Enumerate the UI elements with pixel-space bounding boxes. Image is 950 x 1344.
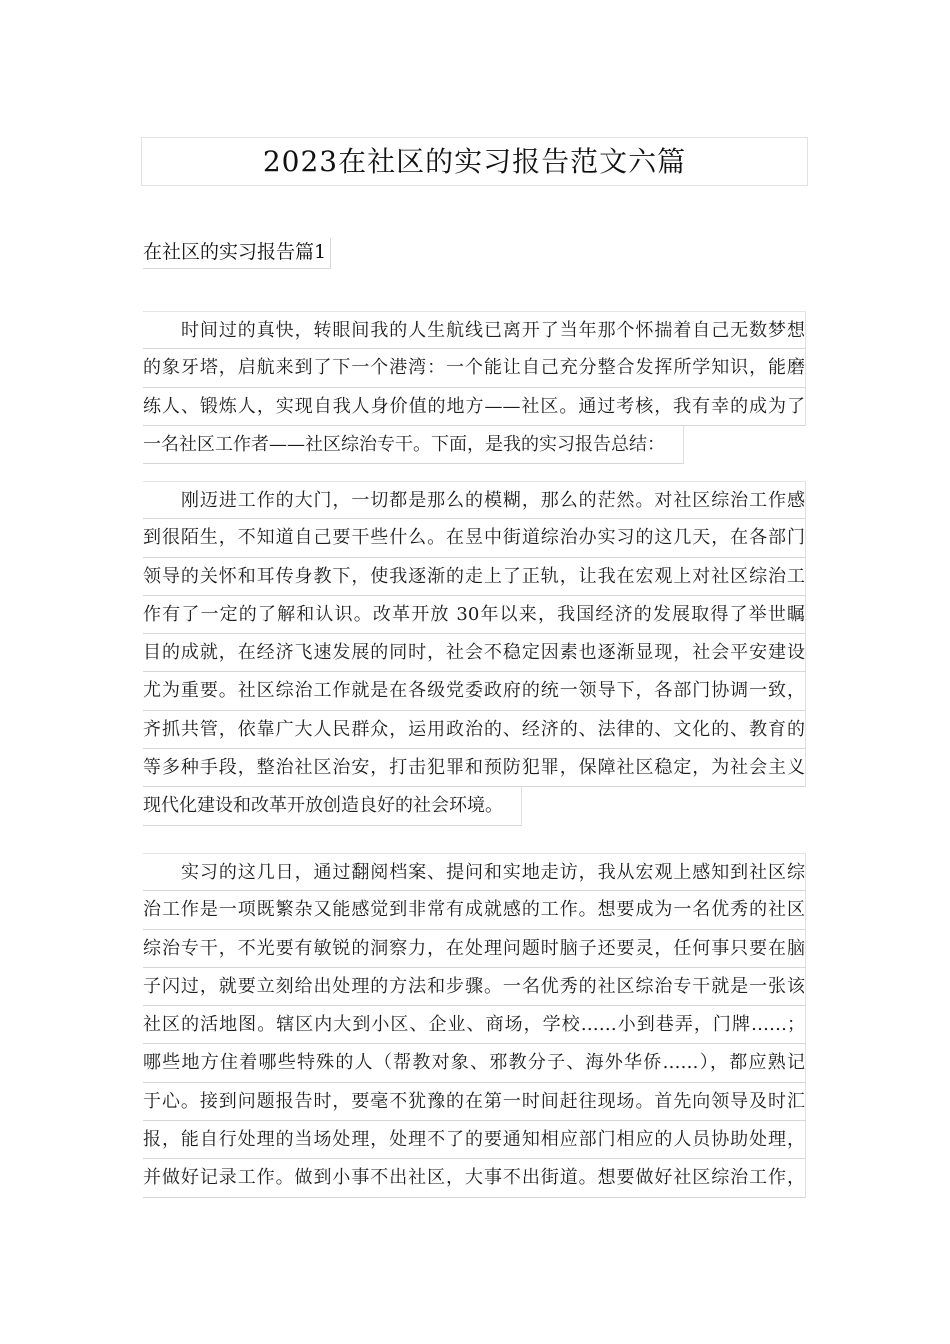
paragraph-line: 哪些地方住着哪些特殊的人（帮教对象、邪教分子、海外华侨……），都应熟记 xyxy=(143,1044,806,1082)
paragraph-line: 治工作是一项既繁杂又能感觉到非常有成就感的工作。想要成为一名优秀的社区 xyxy=(143,891,806,929)
paragraph-line: 刚迈进工作的大门，一切都是那么的模糊，那么的茫然。对社区综治工作感 xyxy=(143,481,806,519)
paragraph-line: 等多种手段，整治社区治安，打击犯罪和预防犯罪，保障社区稳定，为社会主义 xyxy=(143,749,806,787)
paragraph-line: 综治专干，不光要有敏锐的洞察力，在处理问题时脑子还要灵，任何事只要在脑 xyxy=(143,930,806,968)
paragraph-line: 并做好记录工作。做到小事不出社区，大事不出街道。想要做好社区综治工作， xyxy=(143,1159,806,1197)
paragraph-1 xyxy=(143,311,806,468)
paragraph-line: 现代化建设和改革开放创造良好的社会环境。 xyxy=(143,787,522,825)
document-title: 2023在社区的实习报告范文六篇 xyxy=(141,137,808,186)
paragraph-line: 领导的关怀和耳传身教下，使我逐渐的走上了正轨，让我在宏观上对社区综治工 xyxy=(143,558,806,596)
paragraph-line: 一名社区工作者——社区综治专干。下面，是我的实习报告总结： xyxy=(143,426,684,464)
paragraph-line: 报，能自行处理的当场处理，处理不了的要通知相应部门相应的人员协助处理， xyxy=(143,1121,806,1159)
paragraph-line: 的象牙塔，启航来到了下一个港湾：一个能让自己充分整合发挥所学知识，能磨 xyxy=(143,349,806,387)
paragraph-line: 作有了一定的了解和认识。改革开放 30年以来，我国经济的发展取得了举世瞩 xyxy=(143,596,806,634)
paragraph-line: 于心。接到问题报告时，要毫不犹豫的在第一时间赶往现场。首先向领导及时汇 xyxy=(143,1083,806,1121)
paragraph-line: 尤为重要。社区综治工作就是在各级党委政府的统一领导下，各部门协调一致， xyxy=(143,672,806,710)
paragraph-line: 子闪过，就要立刻给出处理的方法和步骤。一名优秀的社区综治专干就是一张该 xyxy=(143,968,806,1006)
paragraph-line: 时间过的真快，转眼间我的人生航线已离开了当年那个怀揣着自己无数梦想 xyxy=(143,311,806,349)
paragraph-line: 练人、锻炼人，实现自我人身价值的地方——社区。通过考核，我有幸的成为了 xyxy=(143,388,806,426)
paragraph-2 xyxy=(143,481,806,830)
paragraph-line: 目的成就，在经济飞速发展的同时，社会不稳定因素也逐渐显现，社会平安建设 xyxy=(143,634,806,672)
section-heading: 在社区的实习报告篇1 xyxy=(143,238,331,269)
paragraph-line: 实习的这几日，通过翻阅档案、提问和实地走访，我从宏观上感知到社区综 xyxy=(143,853,806,891)
paragraph-3 xyxy=(143,853,806,1198)
paragraph-line: 社区的活地图。辖区内大到小区、企业、商场，学校……小到巷弄，门牌……； xyxy=(143,1006,806,1044)
paragraph-line: 到很陌生，不知道自己要干些什么。在昱中街道综治办实习的这几天，在各部门 xyxy=(143,519,806,557)
paragraph-line: 齐抓共管，依靠广大人民群众，运用政治的、经济的、法律的、文化的、教育的 xyxy=(143,711,806,749)
